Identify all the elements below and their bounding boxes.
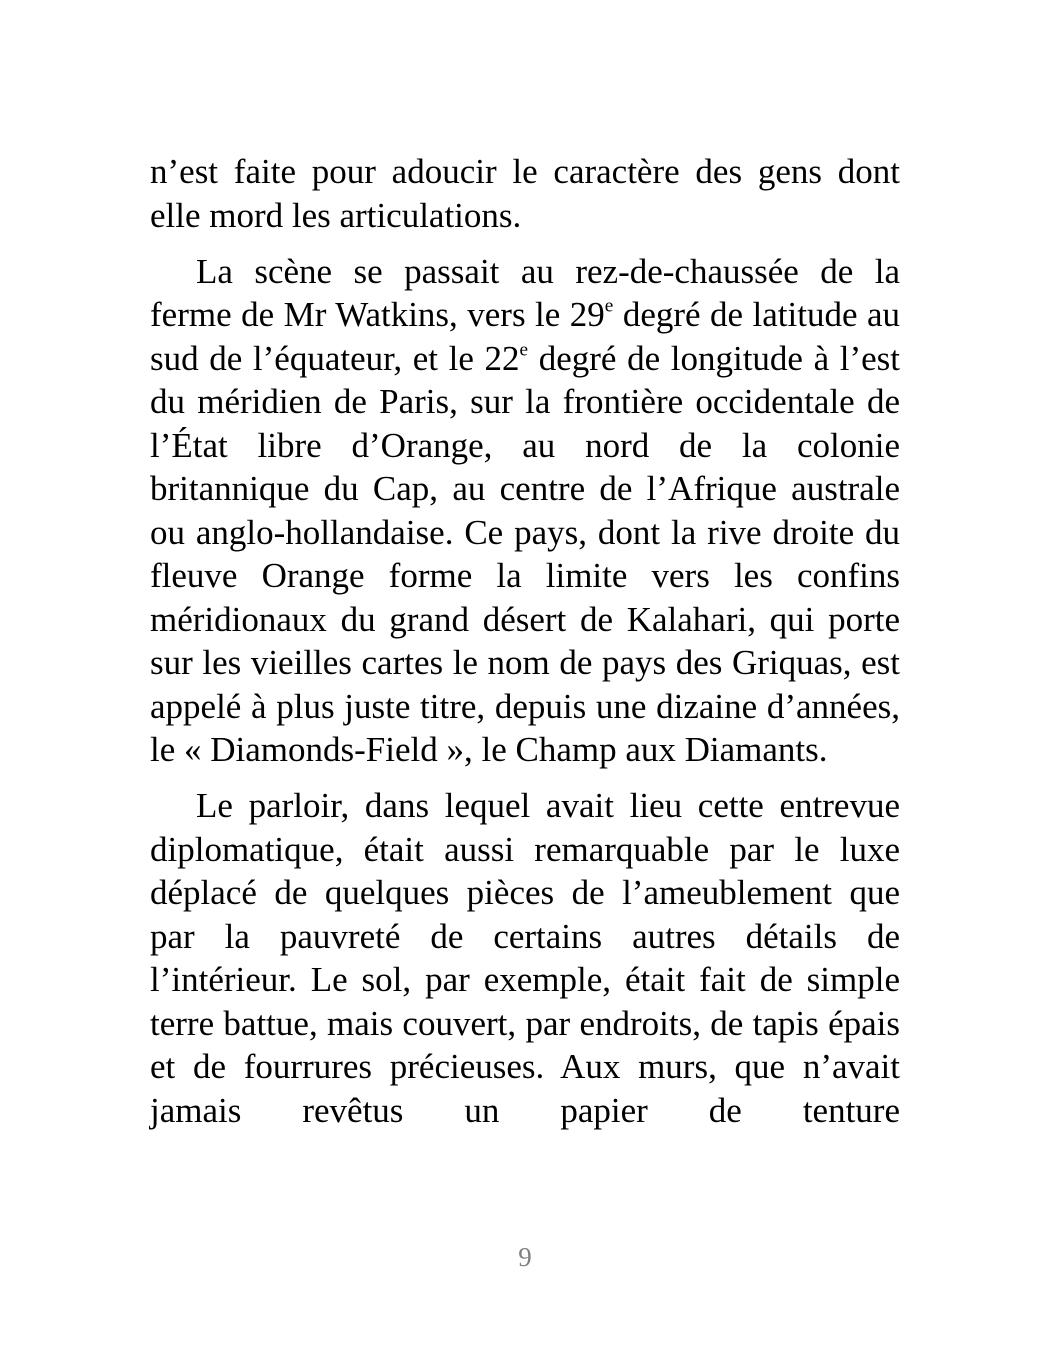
superscript-e: e <box>604 295 614 317</box>
paragraph-2-text-c: degré de longitude à l’est du méridien de Paris, sur la frontière occidentale de l’État libre d’Orange, au nord de la colonie britannique du Cap, au centre de l’Afrique australe ou anglo-hollandaise. Ce pays, dont la rive droite du fleuve Orange forme la limite vers les confins méridionaux du grand désert de Kalahari, qui porte sur les vieilles cartes le nom de pays des Griquas, est appelé à plus juste titre, depuis une dizaine d’années, le « Diamonds-Field », le Champ aux Diamants. <box>150 338 901 769</box>
paragraph-3-text: Le parloir, dans lequel avait lieu cette entrevue diplomatique, était aussi remarquable par le luxe déplacé de quelques pièces de l’ameublement que par la pauvreté de certains autres détails de l’intérieur. Le sol, par exemple, était fait de simple terre battue, mais couvert, par endroits, de tapis épais et de fourrures précieuses. Aux murs, que n’avait jamais revêtus un papier de tenture <box>150 786 900 1130</box>
paragraph-3 <box>150 784 900 1132</box>
paragraph-2-text-b: degré de latitude au sud de l’équateur, et le 22 <box>150 295 901 378</box>
body-text <box>150 150 900 1132</box>
paragraph-2-text-a: La scène se passait au rez-de-chaussée de la ferme de Mr Watkins, vers le 29 <box>150 251 900 334</box>
page-number: 9 <box>518 1242 532 1272</box>
paragraph-2 <box>150 250 900 772</box>
paragraph-1 <box>150 150 900 237</box>
paragraph-1-text: n’est faite pour adoucir le caractère des gens dont elle mord les articulations. <box>150 152 900 235</box>
superscript-e: e <box>519 339 529 361</box>
